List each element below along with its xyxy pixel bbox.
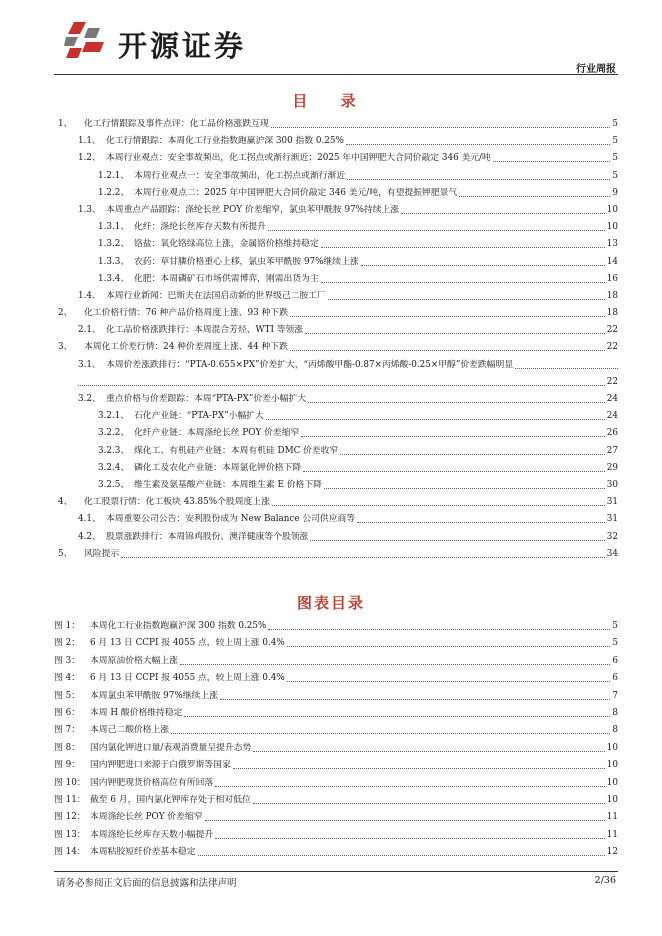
- dot-leader: [301, 436, 605, 437]
- entry-page: 22: [606, 342, 618, 353]
- entry-page: 10: [606, 760, 618, 771]
- dot-leader: [310, 540, 605, 541]
- entry-title: 本周行业观点二：2025 年中国钾肥大合同价敲定 346 美元/吨，有望提振钾肥景气: [134, 187, 458, 198]
- entry-title: 本周化工价差行情：24 种价差周度上涨、44 种下跌: [84, 342, 288, 353]
- dot-leader: [515, 368, 618, 369]
- entry-number: 1.3.3、: [98, 256, 130, 267]
- dot-leader: [287, 646, 610, 647]
- dot-leader: [308, 402, 605, 403]
- entry-title: 本周化工行业指数跑赢沪深 300 指数 0.25%: [90, 621, 267, 631]
- entry-page: 30: [606, 479, 618, 490]
- figure-entry: [54, 844, 618, 861]
- figure-entry: [54, 688, 618, 705]
- entry-page: 8: [612, 707, 618, 718]
- entry-number: 2、: [58, 308, 73, 319]
- entry-number: 图 12：: [54, 812, 86, 823]
- toc-entry: [54, 408, 618, 425]
- entry-number: 1.3.4、: [98, 273, 130, 284]
- page-header: [0, 0, 662, 76]
- company-name: 开源证券: [118, 29, 247, 63]
- toc-entry: [54, 529, 618, 546]
- entry-page: 8: [612, 725, 618, 736]
- entry-title: 铬盐：氧化铬绿高位上涨，金属铬价格维持稳定: [134, 239, 319, 250]
- entry-number: 1.2.1、: [98, 170, 130, 181]
- entry-title: 本周行业新闻：巴斯夫在法国启动新的世界级己二胺工厂: [106, 290, 326, 301]
- entry-title: 截至 6 月，国内氯化钾库存处于相对低位: [90, 794, 251, 805]
- entry-number: 1.3.1、: [98, 222, 130, 233]
- toc-entry: [54, 236, 618, 253]
- entry-number: 4.2、: [78, 531, 101, 542]
- entry-page: 31: [606, 497, 618, 508]
- entry-number: 3.2.2、: [98, 428, 130, 439]
- dot-leader: [303, 471, 605, 472]
- entry-number: 3.1、: [78, 359, 101, 370]
- entry-title: 本周 H 酸价格维持稳定: [90, 707, 183, 718]
- figure-entry: [54, 705, 618, 722]
- entry-title: 本周价差涨跌排行：“PTA-0.655×PX”价差扩大，“丙烯酸甲酯-0.87×丙烯酸-0.25×甲醇”价差跌幅明显: [106, 359, 514, 370]
- dot-leader: [328, 299, 605, 300]
- entry-title: 本周原油价格大幅上涨: [90, 655, 178, 666]
- toc-entry: [54, 357, 618, 374]
- entry-page: 31: [606, 514, 618, 525]
- figure-entry: [54, 740, 618, 757]
- figure-entry: [54, 827, 618, 844]
- dot-leader: [271, 127, 610, 128]
- dot-leader: [361, 265, 605, 266]
- entry-title: 本周涤纶长丝库存天数小幅提升: [90, 829, 214, 840]
- entry-number: 1.3.2、: [98, 239, 130, 250]
- dot-leader: [121, 557, 605, 558]
- toc-entry: [54, 288, 618, 305]
- entry-title: 本周涤纶长丝 POY 价差缩窄: [90, 812, 203, 823]
- dot-leader: [268, 230, 605, 231]
- entry-title: 化工股票行情：化工板块 43.85%个股周度上涨: [84, 497, 270, 508]
- figure-list: [54, 618, 618, 861]
- entry-page: 10: [606, 794, 618, 805]
- entry-title: 本周行业观点：安全事故频出，化工拐点或渐行渐近；2025 年中国钾肥大合同价敲定 346 美元/吨: [106, 153, 491, 164]
- toc-entry: [54, 374, 618, 391]
- entry-title: 国内钾肥现货价格高位有所回落: [90, 777, 214, 788]
- entry-title: 石化产业链：“PTA-PX”小幅扩大: [134, 411, 264, 422]
- entry-title: 化工行情跟踪及事件点评：化工品价格涨跌互现: [84, 119, 269, 129]
- dot-leader: [215, 838, 605, 839]
- entry-title: 本周行业观点一：安全事故频出，化工拐点或渐行渐近: [134, 170, 346, 181]
- header-divider: [54, 74, 618, 75]
- entry-page: 10: [606, 777, 618, 788]
- entry-page: 9: [612, 187, 618, 198]
- toc-entry: [54, 271, 618, 288]
- entry-page: 12: [606, 847, 618, 858]
- entry-page: 6: [612, 655, 618, 666]
- entry-page: 22: [606, 376, 618, 387]
- entry-number: 1.1、: [78, 136, 101, 147]
- entry-title: 煤化工、有机硅产业链：本周有机硅 DMC 价差收窄: [134, 445, 339, 456]
- entry-number: 图 3：: [54, 655, 80, 666]
- entry-page: 24: [606, 394, 618, 404]
- dot-leader: [493, 161, 610, 162]
- entry-title: 国内钾肥进口来源于白俄罗斯等国家: [90, 760, 231, 771]
- entry-number: 3.2.3、: [98, 445, 130, 456]
- entry-number: 1.3、: [78, 204, 101, 215]
- toc-entry: [54, 133, 618, 150]
- dot-leader: [215, 786, 605, 787]
- entry-number: 3、: [58, 342, 73, 353]
- toc-entry: [54, 477, 618, 494]
- entry-title: 磷化工及农化产业链：本周氯化钾价格下降: [134, 462, 302, 473]
- dot-leader: [205, 820, 605, 821]
- toc-list: [54, 116, 618, 563]
- dot-leader: [198, 855, 605, 856]
- figure-list-title: 图表目录: [296, 594, 365, 612]
- entry-title: 化纤：涤纶长丝库存天数有所提升: [134, 222, 266, 233]
- dot-leader: [324, 488, 605, 489]
- entry-page: 7: [612, 690, 618, 701]
- toc-title: 目 录: [292, 92, 370, 110]
- figure-entry: [54, 635, 618, 652]
- entry-title: 化肥：本周磷矿石市场供需博弈，刚需出货为主: [134, 273, 319, 284]
- entry-number: 1、: [58, 119, 73, 129]
- entry-number: 图 8：: [54, 742, 80, 753]
- toc-entry: [54, 254, 618, 271]
- entry-page: 10: [606, 204, 618, 215]
- dot-leader: [253, 751, 605, 752]
- figure-entry: [54, 775, 618, 792]
- entry-title: 化工行情跟踪：本周化工行业指数跑赢沪深 300 指数 0.25%: [106, 136, 344, 147]
- entry-page: 14: [606, 256, 618, 267]
- entry-number: 1.4、: [78, 290, 101, 301]
- entry-page: 26: [606, 428, 618, 439]
- entry-number: 图 2：: [54, 638, 80, 649]
- entry-number: 图 13：: [54, 829, 86, 840]
- entry-page: 13: [606, 239, 618, 250]
- toc-entry: [54, 168, 618, 185]
- entry-title: 国内氯化钾进口量/表观消费量呈提升态势: [90, 742, 252, 753]
- entry-number: 1.2.2、: [98, 187, 130, 198]
- figure-entry: [54, 618, 618, 635]
- entry-title: 本周己二酸价格上涨: [90, 725, 170, 736]
- entry-title: 本周粘胶短纤价差基本稳定: [90, 847, 196, 858]
- entry-number: 5、: [58, 548, 73, 559]
- page-number: 2/36: [594, 875, 616, 886]
- dot-leader: [346, 144, 610, 145]
- entry-number: 图 11：: [54, 794, 86, 805]
- entry-page: 5: [612, 170, 618, 181]
- kaiyuan-logo-icon: [64, 20, 110, 60]
- entry-number: 1.2、: [78, 153, 101, 164]
- entry-page: 6: [612, 673, 618, 684]
- toc-entry: [54, 511, 618, 528]
- dot-leader: [268, 629, 610, 630]
- entry-page: 11: [606, 812, 618, 823]
- figure-entry: [54, 757, 618, 774]
- figure-entry: [54, 670, 618, 687]
- entry-number: 图 4：: [54, 673, 80, 684]
- entry-title: 股票涨跌排行：本周锦鸡股份、澳洋健康等个股领涨: [106, 531, 309, 542]
- entry-page: 5: [612, 621, 618, 631]
- entry-page: 24: [606, 411, 618, 422]
- dot-leader: [171, 733, 610, 734]
- dot-leader: [305, 333, 605, 334]
- toc-entry: [54, 339, 618, 356]
- dot-leader: [180, 664, 610, 665]
- toc-entry: [54, 546, 618, 563]
- dot-leader: [321, 247, 605, 248]
- toc-entry: [54, 305, 618, 322]
- entry-title: 本周重点产品跟踪：涤纶长丝 POY 价差缩窄，氯虫苯甲酰胺 97%持续上涨: [106, 204, 400, 215]
- entry-page: 11: [606, 829, 618, 840]
- entry-number: 4、: [58, 497, 73, 508]
- toc-entry: [54, 425, 618, 442]
- dot-leader: [340, 454, 605, 455]
- dot-leader: [347, 179, 610, 180]
- entry-title: 化纤产业链：本周涤纶长丝 POY 价差缩窄: [134, 428, 300, 439]
- entry-page: 34: [606, 548, 618, 559]
- dot-leader: [253, 803, 605, 804]
- figure-entry: [54, 792, 618, 809]
- entry-page: 10: [606, 742, 618, 753]
- entry-number: 图 1：: [54, 621, 80, 631]
- entry-number: 图 9：: [54, 760, 80, 771]
- entry-number: 图 10：: [54, 777, 86, 788]
- figure-entry: [54, 809, 618, 826]
- dot-leader: [290, 350, 605, 351]
- entry-title: 维生素及氨基酸产业链：本周维生素 E 价格下降: [134, 479, 322, 490]
- entry-page: 18: [606, 308, 618, 319]
- entry-number: 图 14：: [54, 847, 86, 858]
- entry-number: 图 6：: [54, 707, 80, 718]
- figure-entry: [54, 722, 618, 739]
- dot-leader: [184, 716, 610, 717]
- toc-entry: [54, 494, 618, 511]
- entry-page: 16: [606, 273, 618, 284]
- entry-page: 29: [606, 462, 618, 473]
- entry-page: 18: [606, 290, 618, 301]
- toc-entry: [54, 116, 618, 133]
- footer-divider: [54, 871, 618, 872]
- toc-entry: [54, 185, 618, 202]
- entry-title: 6 月 13 日 CCPI 报 4055 点，较上周上涨 0.4%: [90, 673, 285, 684]
- entry-page: 5: [612, 136, 618, 147]
- dot-leader: [290, 316, 605, 317]
- entry-title: 6 月 13 日 CCPI 报 4055 点，较上周上涨 0.4%: [90, 638, 285, 649]
- entry-page: 5: [612, 638, 618, 649]
- entry-number: 2.1、: [78, 325, 101, 336]
- dot-leader: [220, 699, 610, 700]
- entry-title: 风险提示: [84, 548, 120, 559]
- dot-leader: [233, 768, 605, 769]
- toc-entry: [54, 460, 618, 477]
- entry-title: 农药：草甘膦价格重心上移，氯虫苯甲酰胺 97%继续上涨: [134, 256, 359, 267]
- entry-number: 4.1、: [78, 514, 101, 525]
- toc-entry: [54, 322, 618, 339]
- entry-number: 图 5：: [54, 690, 80, 701]
- dot-leader: [459, 196, 610, 197]
- entry-page: 27: [606, 445, 618, 456]
- dot-leader: [78, 385, 605, 386]
- entry-page: 32: [606, 531, 618, 542]
- dot-leader: [321, 282, 605, 283]
- entry-number: 3.2.5、: [98, 479, 130, 490]
- entry-title: 化工品价格涨跌排行：本周混合芳烃、WTI 等领涨: [106, 325, 304, 336]
- dot-leader: [287, 681, 610, 682]
- entry-number: 3.2.4、: [98, 462, 130, 473]
- dot-leader: [401, 213, 605, 214]
- entry-title: 化工价格行情：76 种产品价格周度上涨、93 种下跌: [84, 308, 288, 319]
- entry-page: 10: [606, 222, 618, 233]
- entry-title: 重点价格与价差跟踪：本周“PTA-PX”价差小幅扩大: [106, 394, 307, 404]
- entry-title: 本周重要公司公告：安利股份成为 New Balance 公司供应商等: [106, 514, 356, 525]
- dot-leader: [357, 522, 605, 523]
- dot-leader: [272, 505, 605, 506]
- toc-entry: [54, 391, 618, 408]
- entry-title: 本周氯虫苯甲酰胺 97%继续上涨: [90, 690, 218, 701]
- entry-page: 22: [606, 325, 618, 336]
- toc-entry: [54, 443, 618, 460]
- toc-entry: [54, 150, 618, 167]
- entry-number: 3.2、: [78, 394, 101, 404]
- entry-number: 图 7：: [54, 725, 80, 736]
- footer-disclaimer: 请务必参阅正文后面的信息披露和法律声明: [56, 878, 237, 889]
- toc-entry: [54, 202, 618, 219]
- entry-page: 5: [612, 119, 618, 129]
- entry-number: 3.2.1、: [98, 411, 130, 422]
- report-type-label: 行业周报: [576, 64, 616, 75]
- toc-entry: [54, 219, 618, 236]
- figure-entry: [54, 653, 618, 670]
- dot-leader: [266, 419, 605, 420]
- entry-page: 5: [612, 153, 618, 164]
